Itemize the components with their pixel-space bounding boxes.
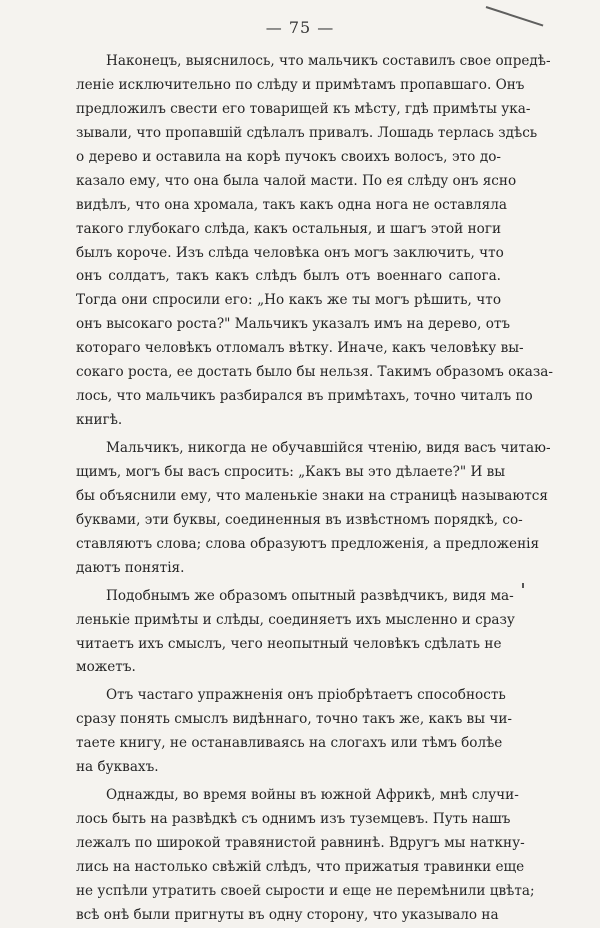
text-line: на буквахъ. (76, 759, 159, 776)
text-line: онъ солдатъ, такъ какъ слѣдъ былъ отъ военнаго сапога. (76, 268, 501, 285)
text-line: лежалъ по широкой травянистой равнинѣ. Вдругъ мы наткну- (76, 835, 525, 851)
text-line: предложилъ свести его товарищей къ мѣсту, гдѣ примѣты ука- (76, 100, 531, 117)
paragraph (76, 437, 551, 581)
text-line: Тогда они спросили его: „Но какъ же ты могъ рѣшить, что (76, 292, 501, 309)
paragraph (76, 784, 535, 928)
text-line: даютъ понятія. (76, 559, 185, 576)
text-line: зывали, что пропавшій сдѣлалъ привалъ. Лошадь терлась здѣсь (76, 124, 538, 141)
paragraph (76, 585, 515, 681)
text-line: былъ короче. Изъ слѣда человѣка онъ могъ заключить, что (76, 244, 504, 261)
text-line: читаетъ ихъ смыслъ, чего неопытный человѣкъ сдѣлать не (76, 635, 502, 652)
text-line: ставляютъ слова; слова образуютъ предложенія, а предложенія (76, 535, 540, 552)
text-line: таете книгу, не останавливаясь на слогахъ или тѣмъ болѣе (76, 735, 503, 752)
paragraph (76, 50, 553, 433)
text-line: видѣлъ, что она хромала, такъ какъ одна нога не оставляла (76, 196, 507, 213)
text-line: Однажды, во время войны въ южной Африкѣ, мнѣ случи- (106, 787, 519, 804)
text-line: такого глубокаго слѣда, какъ остальныя, и шагъ этой ноги (76, 220, 501, 237)
text-line: щимъ, могъ бы васъ спросить: „Какъ вы это дѣлаете?" И вы (76, 463, 506, 480)
text-line: о дерево и оставила на корѣ пучокъ своихъ волосъ, это до- (76, 148, 501, 165)
text-line: лись на настолько свѣжій слѣдъ, что прижатыя травинки еще (76, 858, 525, 875)
scan-speck (522, 583, 524, 588)
text-line: котораго человѣкъ отломалъ вѣтку. Иначе, какъ человѣку вы- (76, 340, 524, 357)
text-line: книгѣ. (76, 412, 123, 429)
text-line: сразу понять смыслъ видѣннаго, точно такъ же, какъ вы чи- (76, 711, 512, 728)
text-line: Подобнымъ же образомъ опытный развѣдчикъ, видя ма- (106, 587, 514, 604)
text-line: Мальчикъ, никогда не обучавшійся чтенію, видя васъ читаю- (106, 440, 551, 456)
body-text (76, 50, 553, 928)
text-line: можетъ. (76, 659, 136, 676)
text-line: Отъ частаго упражненія онъ пріобрѣтаетъ способность (106, 687, 506, 704)
text-line: леніе исключительно по слѣду и примѣтамъ пропавшаго. Онъ (76, 76, 525, 93)
text-line: не успѣли утратить своей сырости и еще не перемѣнили цвѣта; (76, 882, 535, 899)
paragraph (76, 684, 512, 780)
text-line: всѣ онѣ были пригнуты въ одну сторону, что указывало на (76, 906, 499, 923)
text-line: сокаго роста, ее достать было бы нельзя. Такимъ образомъ оказа- (76, 364, 553, 381)
text-line: лось, что мальчикъ разбирался въ примѣтахъ, точно читалъ по (76, 388, 533, 405)
page-number: — 75 — (265, 18, 335, 37)
text-line: Наконецъ, выяснилось, что мальчикъ составилъ свое опредѣ- (106, 53, 551, 69)
text-line: онъ высокаго роста?" Мальчикъ указалъ имъ на дерево, отъ (76, 316, 511, 333)
text-line: лось быть на развѣдкѣ съ однимъ изъ туземцевъ. Путь нашъ (76, 811, 511, 828)
text-line: бы объяснили ему, что маленькіе знаки на страницѣ называются (76, 487, 548, 504)
text-line: буквами, эти буквы, соединенныя въ извѣстномъ порядкѣ, со- (76, 511, 523, 528)
text-line: ленькіе примѣты и слѣды, соединяетъ ихъ мысленно и сразу (76, 611, 515, 628)
text-line: казало ему, что она была чалой масти. По ея слѣду онъ ясно (76, 172, 517, 189)
